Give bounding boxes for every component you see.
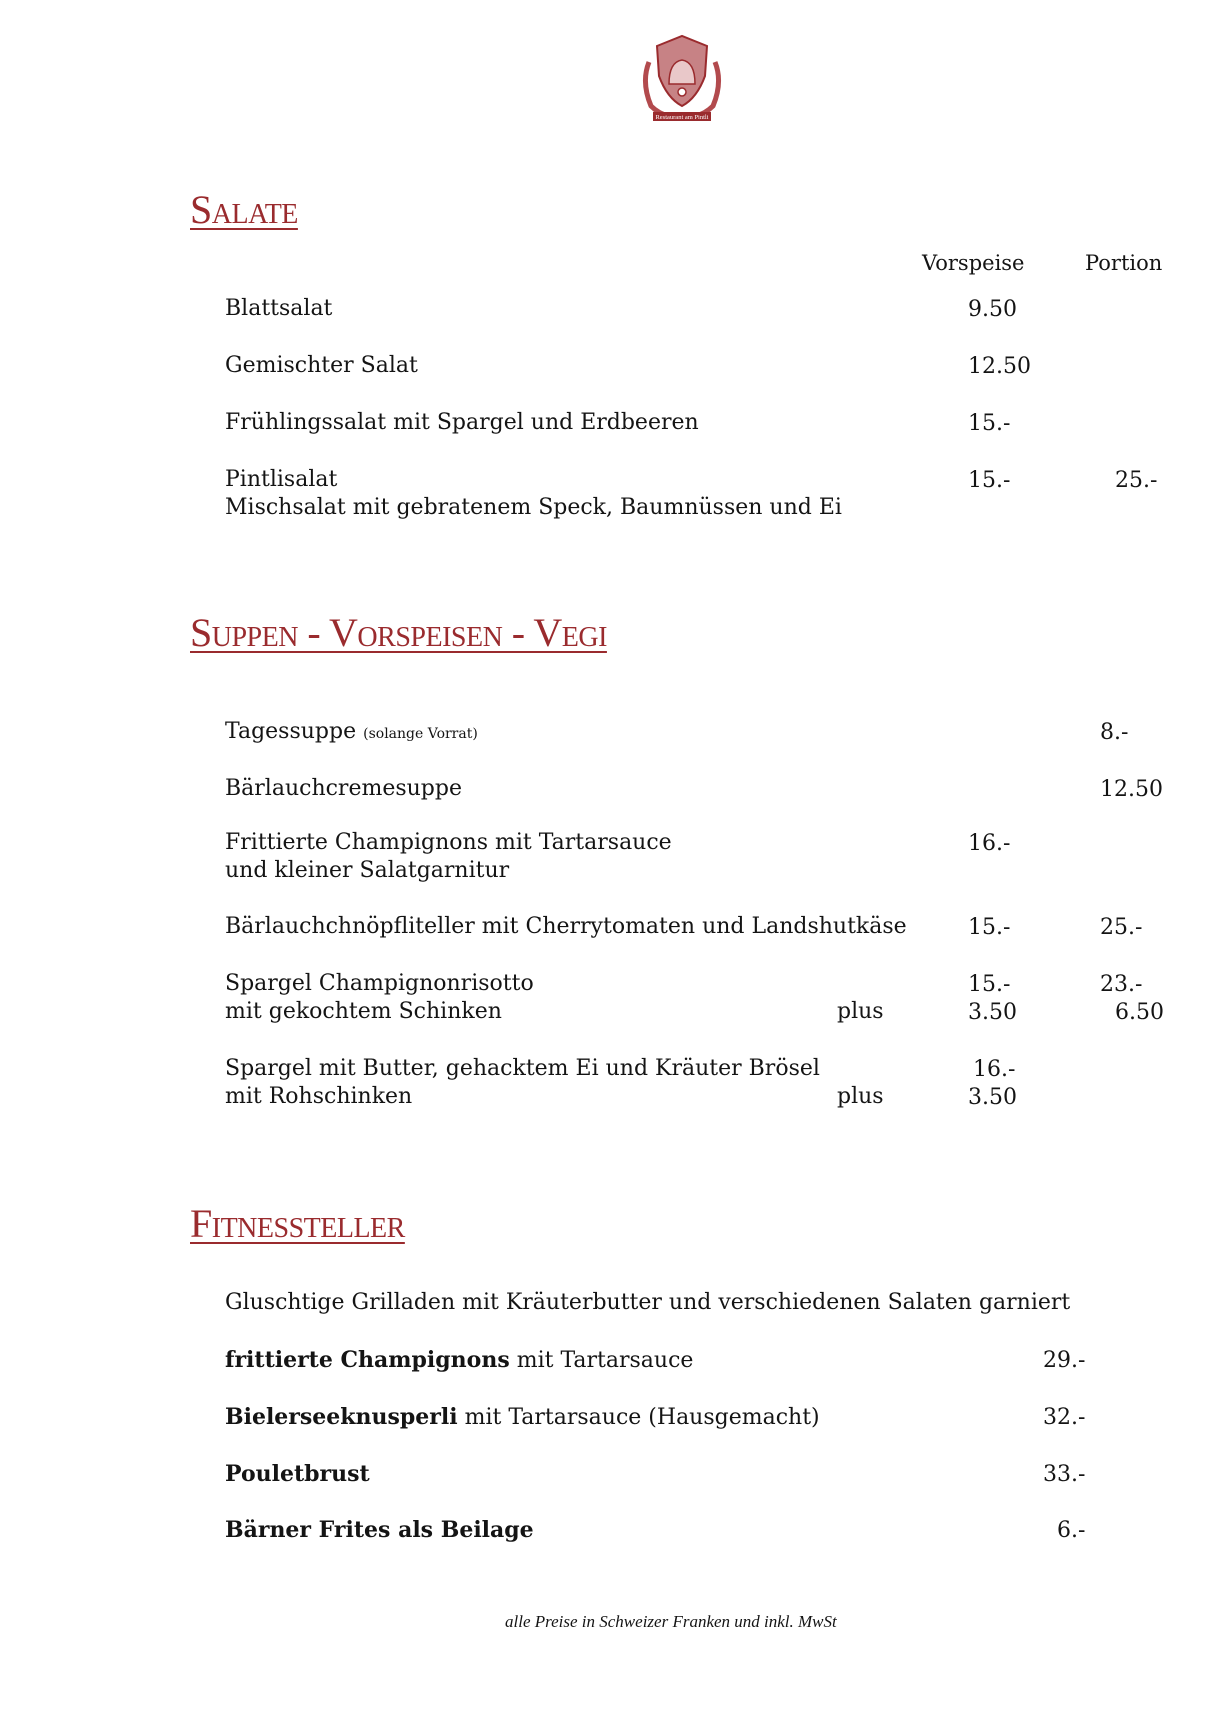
restaurant-logo [639, 32, 725, 124]
price-vorspeise: 9.50 [968, 297, 1017, 322]
extra-price-portion: 6.50 [1115, 1000, 1164, 1025]
price-portion: 25.- [1115, 468, 1158, 493]
section-intro: Gluschtige Grilladen mit Kräuterbutter und verschiedenen Salaten garniert [225, 1290, 1071, 1315]
menu-item-name: Spargel mit Butter, gehacktem Ei und Kräuter Brösel [225, 1056, 820, 1081]
price-portion: 8.- [1100, 720, 1129, 745]
menu-item-name: Bärner Frites als Beilage [225, 1517, 534, 1543]
price-portion: 12.50 [1100, 777, 1163, 802]
price-vorspeise: 12.50 [968, 354, 1031, 379]
menu-item-name: Pintlisalat [225, 467, 338, 492]
menu-item-name: Bärlauchcremesuppe [225, 776, 462, 801]
price-vorspeise: 15.- [968, 468, 1011, 493]
menu-item-name: Frühlingssalat mit Spargel und Erdbeeren [225, 410, 699, 435]
menu-item-name: Bielerseeknusperli mit Tartarsauce (Hausgemacht) [225, 1404, 820, 1430]
section-title-salate: Salate [190, 187, 298, 232]
price: 33.- [1043, 1462, 1086, 1487]
price: 29.- [1043, 1348, 1086, 1373]
price-portion: 23.- [1100, 972, 1143, 997]
menu-item-extra: mit Rohschinken [225, 1084, 413, 1109]
section-title-fitnessteller: Fitnessteller [190, 1201, 405, 1246]
menu-item-extra: mit gekochtem Schinken [225, 999, 502, 1024]
price-vorspeise: 16.- [968, 831, 1011, 856]
section-title-suppen: Suppen - Vorspeisen - Vegi [190, 610, 607, 655]
svg-text:Restaurant am Pintli: Restaurant am Pintli [655, 114, 709, 121]
extra-price-vorspeise: 3.50 [968, 1085, 1017, 1110]
price-vorspeise: 15.- [968, 972, 1011, 997]
menu-item-name: frittierte Champignons mit Tartarsauce [225, 1347, 694, 1373]
menu-item-description: und kleiner Salatgarnitur [225, 858, 510, 883]
menu-item-name: Gemischter Salat [225, 353, 418, 378]
menu-item-name: Tagessuppe (solange Vorrat) [225, 719, 478, 744]
menu-item-note: (solange Vorrat) [363, 726, 478, 742]
column-header-portion: Portion [1085, 251, 1163, 275]
price-portion: 25.- [1100, 915, 1143, 940]
price-vorspeise: 16.- [973, 1057, 1016, 1082]
extra-label: plus [837, 1084, 884, 1109]
price: 6.- [1057, 1518, 1086, 1543]
menu-item-name: Spargel Champignonrisotto [225, 971, 534, 996]
price-vorspeise: 15.- [968, 915, 1011, 940]
menu-item-description: Mischsalat mit gebratenem Speck, Baumnüssen und Ei [225, 495, 842, 520]
column-header-vorspeise: Vorspeise [922, 251, 1025, 275]
footer-note: alle Preise in Schweizer Franken und inkl. MwSt [505, 1612, 837, 1631]
extra-price-vorspeise: 3.50 [968, 1000, 1017, 1025]
price-vorspeise: 15.- [968, 411, 1011, 436]
menu-item-name: Frittierte Champignons mit Tartarsauce [225, 830, 672, 855]
extra-label: plus [837, 999, 884, 1024]
menu-item-name: Bärlauchchnöpfliteller mit Cherrytomaten und Landshutkäse [225, 914, 907, 939]
emblem-dot-icon [678, 88, 686, 96]
menu-item-name: Blattsalat [225, 296, 333, 321]
price: 32.- [1043, 1405, 1086, 1430]
menu-item-name: Pouletbrust [225, 1461, 370, 1487]
